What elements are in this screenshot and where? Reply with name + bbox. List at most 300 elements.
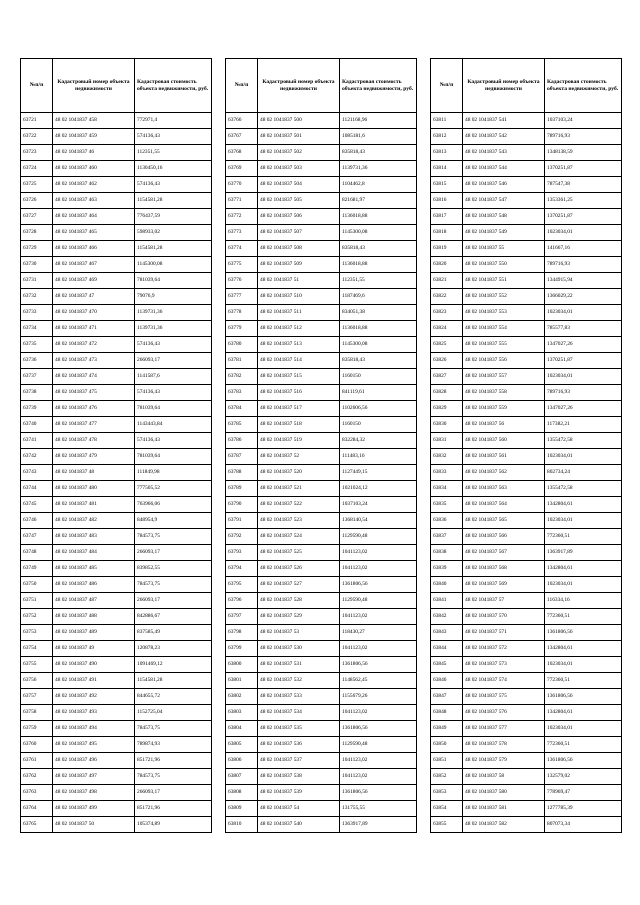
cadastral-value: 772360,51 [545, 737, 622, 753]
cadastral-value: 772971,4 [135, 113, 212, 129]
cadastral-value: 1041123,02 [340, 641, 417, 657]
table-row [226, 481, 417, 497]
row-number: 63772 [226, 209, 258, 225]
row-number: 63804 [226, 721, 258, 737]
cadastral-value: 1021024,12 [340, 481, 417, 497]
table-row [21, 737, 212, 753]
row-number: 63770 [226, 177, 258, 193]
cadastral-value: 789716,93 [545, 385, 622, 401]
table-row [226, 273, 417, 289]
row-number: 63796 [226, 593, 258, 609]
table-row [431, 129, 622, 145]
cadastral-number: 48 02 1041837 531 [258, 657, 340, 673]
table-row [431, 113, 622, 129]
table-row [431, 321, 622, 337]
cadastral-number: 48 02 1041837 50 [53, 817, 135, 833]
cadastral-number: 48 02 1041837 489 [53, 625, 135, 641]
row-number: 63779 [226, 321, 258, 337]
table-row [21, 177, 212, 193]
cadastral-number: 48 02 1041837 487 [53, 593, 135, 609]
cadastral-number: 48 02 1041837 491 [53, 673, 135, 689]
table-row [21, 673, 212, 689]
cadastral-value: 266093,17 [135, 593, 212, 609]
cadastral-number: 48 02 1041837 526 [258, 561, 340, 577]
cadastral-value: 266093,17 [135, 785, 212, 801]
row-number: 63836 [431, 513, 463, 529]
cadastral-number: 48 02 1041837 520 [258, 465, 340, 481]
cadastral-value: 837585,49 [135, 625, 212, 641]
cadastral-number: 48 02 1041837 562 [463, 465, 545, 481]
row-number: 63817 [431, 209, 463, 225]
table-row [226, 305, 417, 321]
table-row [21, 481, 212, 497]
cadastral-number: 48 02 1041837 484 [53, 545, 135, 561]
table-row [226, 497, 417, 513]
cadastral-number: 48 02 1041837 493 [53, 705, 135, 721]
cadastral-number: 48 02 1041837 505 [258, 193, 340, 209]
row-number: 63729 [21, 241, 53, 257]
table-row [431, 769, 622, 785]
cadastral-number: 48 02 1041837 460 [53, 161, 135, 177]
cadastral-value: 574136,43 [135, 337, 212, 353]
table-body [226, 113, 417, 833]
row-number: 63721 [21, 113, 53, 129]
table-row [21, 593, 212, 609]
table-row [21, 129, 212, 145]
row-number: 63769 [226, 161, 258, 177]
row-number: 63793 [226, 545, 258, 561]
table-row [226, 641, 417, 657]
row-number: 63732 [21, 289, 53, 305]
row-number: 63741 [21, 433, 53, 449]
cadastral-value: 781039,64 [135, 401, 212, 417]
cadastral-value: 1361806,56 [545, 689, 622, 705]
cadastral-value: 141667,16 [545, 241, 622, 257]
cadastral-number: 48 02 1041837 512 [258, 321, 340, 337]
row-number: 63758 [21, 705, 53, 721]
cadastral-value: 1104462,8 [340, 177, 417, 193]
table-row [21, 241, 212, 257]
row-number: 63743 [21, 465, 53, 481]
cadastral-number: 48 02 1041837 565 [463, 513, 545, 529]
table-row [21, 705, 212, 721]
row-number: 63807 [226, 769, 258, 785]
table-row [431, 433, 622, 449]
cadastral-number: 48 02 1041837 578 [463, 737, 545, 753]
row-number: 63820 [431, 257, 463, 273]
cadastral-value: 1121168,96 [340, 113, 417, 129]
row-number: 63726 [21, 193, 53, 209]
row-number: 63835 [431, 497, 463, 513]
table-row [431, 657, 622, 673]
cadastral-value: 841119,61 [340, 385, 417, 401]
cadastral-number: 48 02 1041837 488 [53, 609, 135, 625]
table-row [226, 737, 417, 753]
cadastral-value: 1023034,01 [545, 513, 622, 529]
cadastral-number: 48 02 1041837 522 [258, 497, 340, 513]
cadastral-value: 1160150 [340, 417, 417, 433]
cadastral-value: 784573,75 [135, 721, 212, 737]
cadastral-number: 48 02 1041837 472 [53, 337, 135, 353]
row-number: 63781 [226, 353, 258, 369]
cadastral-value: 1136018,88 [340, 209, 417, 225]
cadastral-value: 1023034,01 [545, 577, 622, 593]
cadastral-number: 48 02 1041837 513 [258, 337, 340, 353]
cadastral-value: 789716,93 [545, 129, 622, 145]
row-number: 63722 [21, 129, 53, 145]
row-number: 63785 [226, 417, 258, 433]
table-row [21, 753, 212, 769]
cadastral-value: 79076,9 [135, 289, 212, 305]
row-number: 63767 [226, 129, 258, 145]
table-row [226, 145, 417, 161]
cadastral-number: 48 02 1041837 503 [258, 161, 340, 177]
cadastral-number: 48 02 1041837 560 [463, 433, 545, 449]
cadastral-number: 48 02 1041837 521 [258, 481, 340, 497]
cadastral-value: 821681,97 [340, 193, 417, 209]
row-number: 63798 [226, 625, 258, 641]
table-row [226, 689, 417, 705]
cadastral-value: 832284,32 [340, 433, 417, 449]
cadastral-value: 1041123,02 [340, 561, 417, 577]
table-row [431, 289, 622, 305]
table-body [21, 113, 212, 833]
cadastral-value: 1342804,61 [545, 705, 622, 721]
table-row [21, 801, 212, 817]
table-row [431, 561, 622, 577]
row-number: 63799 [226, 641, 258, 657]
cadastral-value: 835818,43 [340, 353, 417, 369]
table-row [431, 545, 622, 561]
row-number: 63735 [21, 337, 53, 353]
cadastral-number: 48 02 1041837 507 [258, 225, 340, 241]
cadastral-value: 851721,96 [135, 801, 212, 817]
row-number: 63757 [21, 689, 53, 705]
cadastral-number: 48 02 1041837 497 [53, 769, 135, 785]
cadastral-value: 1139731,36 [340, 161, 417, 177]
row-number: 63828 [431, 385, 463, 401]
cadastral-number: 48 02 1041837 571 [463, 625, 545, 641]
table-row [226, 433, 417, 449]
table-row [226, 401, 417, 417]
cadastral-number: 48 02 1041837 549 [463, 225, 545, 241]
table-row [226, 193, 417, 209]
cadastral-number: 48 02 1041837 479 [53, 449, 135, 465]
cadastral-number: 48 02 1041837 518 [258, 417, 340, 433]
row-number: 63755 [21, 657, 53, 673]
cadastral-value: 1342804,61 [545, 641, 622, 657]
row-number: 63840 [431, 577, 463, 593]
table-row [431, 401, 622, 417]
table-row [21, 161, 212, 177]
row-number: 63780 [226, 337, 258, 353]
cadastral-value: 1041123,02 [340, 609, 417, 625]
row-number: 63753 [21, 625, 53, 641]
cadastral-number: 48 02 1041837 495 [53, 737, 135, 753]
cadastral-number: 48 02 1041837 573 [463, 657, 545, 673]
table-body [431, 113, 622, 833]
row-number: 63822 [431, 289, 463, 305]
table-header-row [226, 59, 417, 113]
cadastral-number: 48 02 1041837 553 [463, 305, 545, 321]
cadastral-number: 48 02 1041837 564 [463, 497, 545, 513]
cadastral-value: 1361806,56 [340, 785, 417, 801]
cadastral-number: 48 02 1041837 52 [258, 449, 340, 465]
table-row [226, 785, 417, 801]
row-number: 63765 [21, 817, 53, 833]
row-number: 63844 [431, 641, 463, 657]
cadastral-value: 1187469,6 [340, 289, 417, 305]
table-row [226, 513, 417, 529]
cadastral-number: 48 02 1041837 499 [53, 801, 135, 817]
cadastral-value: 1143443,84 [135, 417, 212, 433]
cadastral-number: 48 02 1041837 542 [463, 129, 545, 145]
cadastral-value: 1037103,24 [340, 497, 417, 513]
cadastral-value: 772360,51 [545, 529, 622, 545]
cadastral-value: 132579,02 [545, 769, 622, 785]
row-number: 63839 [431, 561, 463, 577]
row-number: 63775 [226, 257, 258, 273]
cadastral-number: 48 02 1041837 55 [463, 241, 545, 257]
table-row [21, 353, 212, 369]
row-number: 63742 [21, 449, 53, 465]
cadastral-value: 1145300,08 [135, 257, 212, 273]
row-number: 63739 [21, 401, 53, 417]
table-row [431, 225, 622, 241]
row-number: 63818 [431, 225, 463, 241]
cadastral-number: 48 02 1041837 502 [258, 145, 340, 161]
row-number: 63849 [431, 721, 463, 737]
cadastral-value: 1355472,58 [545, 433, 622, 449]
cadastral-value: 835818,43 [340, 241, 417, 257]
table-row [21, 225, 212, 241]
cadastral-value: 1361806,56 [340, 721, 417, 737]
cadastral-value: 1041123,02 [340, 545, 417, 561]
cadastral-number: 48 02 1041837 482 [53, 513, 135, 529]
row-number: 63774 [226, 241, 258, 257]
table-row [226, 449, 417, 465]
cadastral-number: 48 02 1041837 486 [53, 577, 135, 593]
table-row [226, 321, 417, 337]
cadastral-value: 1155679,26 [340, 689, 417, 705]
table-row [226, 417, 417, 433]
cadastral-value: 1145300,08 [340, 225, 417, 241]
row-number: 63725 [21, 177, 53, 193]
cadastral-value: 1023034,01 [545, 657, 622, 673]
row-number: 63751 [21, 593, 53, 609]
cadastral-number: 48 02 1041837 476 [53, 401, 135, 417]
row-number: 63771 [226, 193, 258, 209]
cadastral-value: 1277785,39 [545, 801, 622, 817]
table-row [226, 129, 417, 145]
cadastral-value: 1145300,08 [340, 337, 417, 353]
table-row [431, 305, 622, 321]
table-row [21, 369, 212, 385]
table-header-row [431, 59, 622, 113]
table-row [226, 593, 417, 609]
table-row [431, 385, 622, 401]
table-row [21, 289, 212, 305]
cadastral-number: 48 02 1041837 580 [463, 785, 545, 801]
cadastral-number: 48 02 1041837 58 [463, 769, 545, 785]
table-row [431, 177, 622, 193]
table-header-row [21, 59, 212, 113]
cadastral-value: 598933,02 [135, 225, 212, 241]
row-number: 63811 [431, 113, 463, 129]
row-number: 63792 [226, 529, 258, 545]
cadastral-value: 772360,51 [545, 673, 622, 689]
row-number: 63752 [21, 609, 53, 625]
row-number: 63850 [431, 737, 463, 753]
table-row [21, 689, 212, 705]
cadastral-number: 48 02 1041837 477 [53, 417, 135, 433]
row-number: 63838 [431, 545, 463, 561]
table-row [431, 417, 622, 433]
cadastral-number: 48 02 1041837 575 [463, 689, 545, 705]
cadastral-value: 1129590,48 [340, 737, 417, 753]
row-number: 63848 [431, 705, 463, 721]
row-number: 63814 [431, 161, 463, 177]
table-row [226, 577, 417, 593]
cadastral-number: 48 02 1041837 581 [463, 801, 545, 817]
cadastral-number: 48 02 1041837 579 [463, 753, 545, 769]
cadastral-value: 781039,64 [135, 273, 212, 289]
header-cadastral-value: Кадастровая стоимость объекта недвижимости, руб. [340, 59, 417, 113]
cadastral-number: 48 02 1041837 485 [53, 561, 135, 577]
cadastral-value: 1342804,61 [545, 561, 622, 577]
cadastral-number: 48 02 1041837 541 [463, 113, 545, 129]
cadastral-number: 48 02 1041837 459 [53, 129, 135, 145]
cadastral-value: 1370251,87 [545, 161, 622, 177]
row-number: 63801 [226, 673, 258, 689]
row-number: 63803 [226, 705, 258, 721]
row-number: 63797 [226, 609, 258, 625]
cadastral-value: 1023034,01 [545, 721, 622, 737]
table-row [226, 609, 417, 625]
cadastral-number: 48 02 1041837 551 [463, 273, 545, 289]
table-row [21, 609, 212, 625]
row-number: 63754 [21, 641, 53, 657]
cadastral-number: 48 02 1041837 490 [53, 657, 135, 673]
cadastral-value: 777505,52 [135, 481, 212, 497]
table-row [431, 257, 622, 273]
row-number: 63745 [21, 497, 53, 513]
row-number: 63829 [431, 401, 463, 417]
table-row [226, 657, 417, 673]
row-number: 63815 [431, 177, 463, 193]
table-row [431, 689, 622, 705]
cadastral-number: 48 02 1041837 548 [463, 209, 545, 225]
cadastral-value: 1353361,25 [545, 193, 622, 209]
cadastral-value: 574136,43 [135, 129, 212, 145]
row-number: 63823 [431, 305, 463, 321]
cadastral-number: 48 02 1041837 458 [53, 113, 135, 129]
cadastral-number: 48 02 1041837 533 [258, 689, 340, 705]
cadastral-number: 48 02 1041837 534 [258, 705, 340, 721]
row-number: 63790 [226, 497, 258, 513]
row-number: 63813 [431, 145, 463, 161]
row-number: 63786 [226, 433, 258, 449]
cadastral-number: 48 02 1041837 471 [53, 321, 135, 337]
table-row [21, 449, 212, 465]
header-cadastral-value: Кадастровая стоимость объекта недвижимости, руб. [135, 59, 212, 113]
table-row [226, 353, 417, 369]
table-row [431, 369, 622, 385]
cadastral-number: 48 02 1041837 525 [258, 545, 340, 561]
row-number: 63834 [431, 481, 463, 497]
cadastral-number: 48 02 1041837 480 [53, 481, 135, 497]
cadastral-value: 835818,43 [340, 145, 417, 161]
table-row [431, 817, 622, 833]
header-num: №п/п [21, 59, 53, 113]
row-number: 63766 [226, 113, 258, 129]
row-number: 63852 [431, 769, 463, 785]
cadastral-number: 48 02 1041837 547 [463, 193, 545, 209]
cadastral-number: 48 02 1041837 524 [258, 529, 340, 545]
cadastral-value: 574136,43 [135, 177, 212, 193]
cadastral-value: 1136018,88 [340, 257, 417, 273]
row-number: 63737 [21, 369, 53, 385]
cadastral-value: 1370251,87 [545, 353, 622, 369]
table-row [431, 673, 622, 689]
row-number: 63810 [226, 817, 258, 833]
table-row [21, 625, 212, 641]
table-row [21, 417, 212, 433]
table-row [21, 337, 212, 353]
row-number: 63777 [226, 289, 258, 305]
row-number: 63768 [226, 145, 258, 161]
cadastral-number: 48 02 1041837 53 [258, 625, 340, 641]
table-row [431, 529, 622, 545]
row-number: 63761 [21, 753, 53, 769]
cadastral-value: 1355472,58 [545, 481, 622, 497]
table-row [21, 545, 212, 561]
cadastral-table-1 [20, 58, 212, 833]
cadastral-number: 48 02 1041837 572 [463, 641, 545, 657]
table-row [21, 497, 212, 513]
row-number: 63728 [21, 225, 53, 241]
cadastral-number: 48 02 1041837 498 [53, 785, 135, 801]
cadastral-number: 48 02 1041837 510 [258, 289, 340, 305]
cadastral-value: 1148562,45 [340, 673, 417, 689]
cadastral-number: 48 02 1041837 492 [53, 689, 135, 705]
row-number: 63853 [431, 785, 463, 801]
cadastral-value: 1023034,01 [545, 305, 622, 321]
cadastral-number: 48 02 1041837 528 [258, 593, 340, 609]
table-row [21, 785, 212, 801]
cadastral-number: 48 02 1041837 474 [53, 369, 135, 385]
cadastral-value: 1361806,56 [340, 577, 417, 593]
table-row [431, 753, 622, 769]
row-number: 63809 [226, 801, 258, 817]
row-number: 63749 [21, 561, 53, 577]
cadastral-number: 48 02 1041837 473 [53, 353, 135, 369]
cadastral-number: 48 02 1041837 550 [463, 257, 545, 273]
cadastral-number: 48 02 1041837 469 [53, 273, 135, 289]
cadastral-number: 48 02 1041837 465 [53, 225, 135, 241]
cadastral-number: 48 02 1041837 508 [258, 241, 340, 257]
table-row [226, 705, 417, 721]
cadastral-number: 48 02 1041837 511 [258, 305, 340, 321]
cadastral-number: 48 02 1041837 519 [258, 433, 340, 449]
cadastral-value: 839852,55 [135, 561, 212, 577]
row-number: 63808 [226, 785, 258, 801]
table-row [226, 113, 417, 129]
table-row [21, 321, 212, 337]
cadastral-value: 763966,06 [135, 497, 212, 513]
table-row [431, 241, 622, 257]
cadastral-number: 48 02 1041837 504 [258, 177, 340, 193]
